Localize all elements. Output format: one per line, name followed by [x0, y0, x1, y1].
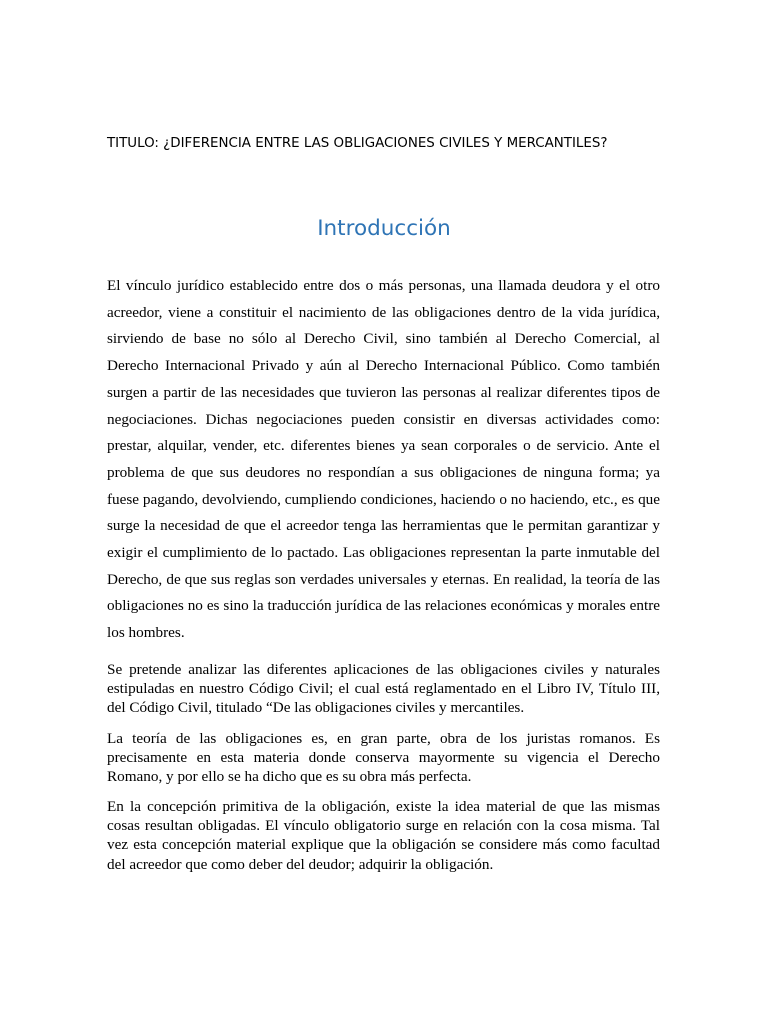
paragraph-primitive-conception: En la concepción primitiva de la obligación, existe la idea material de que las mismas cosas resultan obligadas. El vínculo obligatorio surge en relación con la cosa misma. Tal vez esta concepción material explique que la obligación se considere más como facultad del acreedor que como deber del deudor; adquirir la obligación. [107, 798, 660, 873]
paragraph-roman-law: La teoría de las obligaciones es, en gran parte, obra de los juristas romanos. Es precisamente en esta materia donde conserva mayormente su vigencia el Derecho Romano, y por ello se ha dicho que es su obra más perfecta. [107, 730, 660, 786]
paragraph-analysis: Se pretende analizar las diferentes aplicaciones de las obligaciones civiles y naturales estipuladas en nuestro Código Civil; el cual está reglamentado en el Libro IV, Título III, del Código Civil, titulado “De las obligaciones civiles y mercantiles. [107, 661, 660, 717]
section-heading-introduccion: Introducción [317, 216, 451, 241]
document-title: TITULO: ¿DIFERENCIA ENTRE LAS OBLIGACIONES CIVILES Y MERCANTILES? [107, 136, 608, 151]
paragraph-intro: El vínculo jurídico establecido entre dos o más personas, una llamada deudora y el otro acreedor, viene a constituir el nacimiento de las obligaciones dentro de la vida jurídica, sirviendo de base no sólo al Derecho Civil, sino también al Derecho Comercial, al Derecho Internacional Privado y aún al Derecho Internacional Público. Como también surgen a partir de las necesidades que tuvieron las personas al realizar diferentes tipos de negociaciones. Dichas negociaciones pueden consistir en diversas actividades como: prestar, alquilar, vender, etc. diferentes bienes ya sean corporales o de servicio. Ante el problema de que sus deudores no respondían a sus obligaciones de ninguna forma; ya fuese pagando, devolviendo, cumpliendo condiciones, haciendo o no haciendo, etc., es que surge la necesidad de que el acreedor tenga las herramientas que le permitan garantizar y exigir el cumplimiento de lo pactado. Las obligaciones representan la parte inmutable del Derecho, de que sus reglas son verdades universales y eternas. En realidad, la teoría de las obligaciones no es sino la traducción jurídica de las relaciones económicas y morales entre los hombres. [107, 277, 660, 642]
